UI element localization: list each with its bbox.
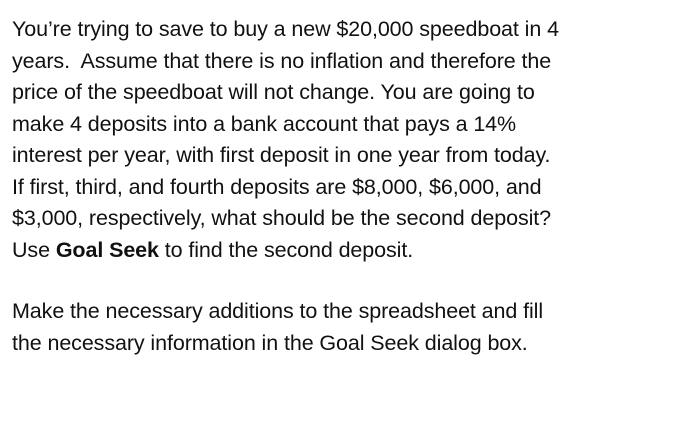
text-fragment: Use [12, 237, 56, 262]
text-line: the necessary information in the Goal Seek dialog box. [12, 330, 528, 355]
goal-seek-emphasis: Goal Seek [55, 237, 159, 262]
text-line: interest per year, with first deposit in one year from today. [12, 143, 551, 167]
text-line: $3,000, respectively, what should be the second deposit? [12, 206, 552, 230]
text-fragment: to find the second deposit. [158, 237, 414, 262]
text-line: price of the speedboat will not change. You are going to [12, 80, 535, 104]
paragraph-spacer [12, 266, 688, 296]
problem-text [12, 14, 688, 359]
text-line: make 4 deposits into a bank account that pays a 14% [12, 111, 517, 136]
text-line: Make the necessary additions to the spreadsheet and fill [12, 299, 544, 323]
problem-paragraph-2 [12, 296, 688, 359]
text-line: If first, third, and fourth deposits are $8,000, $6,000, and [12, 174, 542, 199]
text-line: years. Assume that there is no inflation and therefore the [12, 48, 552, 73]
problem-paragraph-1 [12, 14, 688, 266]
text-line: You’re trying to save to buy a new $20,000 speedboat in 4 [12, 17, 559, 41]
text-line-goal-seek [12, 235, 688, 267]
